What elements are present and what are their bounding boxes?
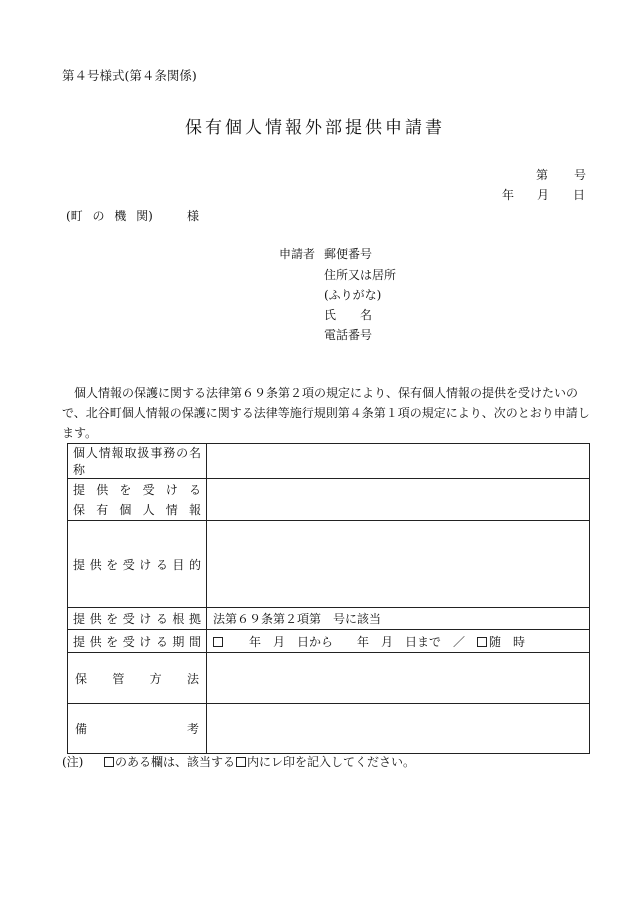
- table-row: [68, 630, 590, 653]
- checkbox-symbol-icon: [104, 757, 114, 767]
- applicant-field-name: 氏 名: [324, 308, 373, 322]
- applicant-field-address: 住所又は居所: [324, 268, 397, 282]
- period-range-text: 年 月 日から 年 月 日まで ／: [225, 634, 478, 649]
- applicant-field-furigana: (ふりがな): [324, 288, 382, 302]
- document-title: 保有個人情報外部提供申請書: [185, 118, 445, 138]
- checkbox-symbol-icon: [236, 757, 246, 767]
- footnote-text-a: のある欄は、該当する: [115, 755, 236, 769]
- row-value-remarks[interactable]: [207, 704, 590, 754]
- footnote-text-b: 内にレ印を記入してください。: [247, 755, 416, 769]
- period-range-checkbox[interactable]: [213, 637, 223, 647]
- row-label-purpose: 提供を受ける目的: [68, 521, 207, 608]
- row-value-office-name[interactable]: [207, 444, 590, 479]
- row-label-basis: 提供を受ける根拠: [68, 608, 207, 630]
- table-row: [68, 479, 590, 521]
- row-value-period: [207, 630, 590, 653]
- date-year: 年: [502, 188, 515, 202]
- applicant-field-phone: 電話番号: [324, 328, 373, 342]
- table-row: [68, 653, 590, 704]
- row-label-personal-info: 提供を受ける 保有個人情報: [68, 479, 207, 521]
- row-value-basis[interactable]: 法第６９条第２項第 号に該当: [207, 608, 590, 630]
- table-row: [68, 608, 590, 630]
- row-label-office-name: 個人情報取扱事務の名称: [68, 444, 207, 479]
- request-statement: 個人情報の保護に関する法律第６９条第２項の規定により、保有個人情報の提供を受けたいので、北谷町個人情報の保護に関する法律等施行規則第４条第１項の規定により、次のとおり申請します。: [62, 386, 590, 440]
- period-anytime-label: 随 時: [489, 634, 526, 649]
- row-value-purpose[interactable]: [207, 521, 590, 608]
- form-code: 第４号様式(第４条関係): [62, 68, 197, 83]
- row-label-storage: 保管方法: [68, 653, 207, 704]
- row-label-period: 提供を受ける期間: [68, 630, 207, 653]
- footnote: [62, 753, 415, 770]
- number-dai: 第: [536, 168, 549, 182]
- period-anytime-checkbox[interactable]: [477, 637, 487, 647]
- date-month: 月: [537, 188, 550, 202]
- addressee-honorific: 様: [187, 209, 200, 223]
- table-row: [68, 444, 590, 479]
- row-value-personal-info[interactable]: [207, 479, 590, 521]
- row-value-storage[interactable]: [207, 653, 590, 704]
- application-table: [67, 443, 590, 754]
- applicant-label: 申請者: [279, 247, 316, 261]
- table-row: [68, 521, 590, 608]
- table-row: [68, 704, 590, 754]
- number-gou: 号: [574, 168, 587, 182]
- date-day: 日: [573, 188, 586, 202]
- row-label-remarks: 備考: [68, 704, 207, 754]
- addressee-name: (町 の 機 関): [66, 209, 153, 223]
- applicant-field-postal: 郵便番号: [324, 247, 373, 261]
- footnote-prefix: (注): [62, 755, 84, 769]
